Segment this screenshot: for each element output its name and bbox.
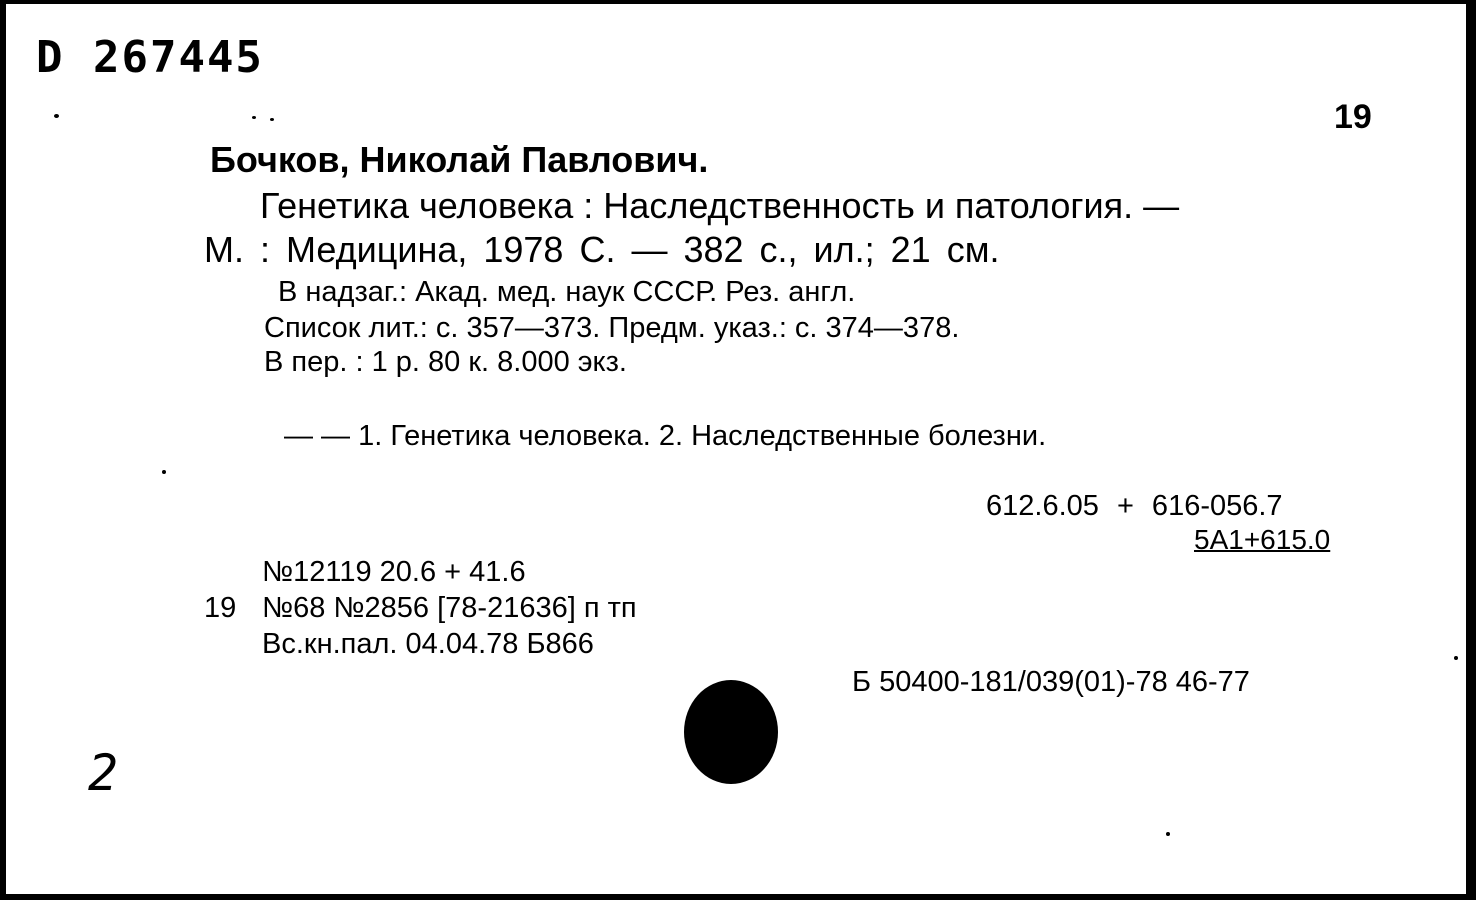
catalog-index: Б 50400-181/039(01)-78 46-77: [852, 666, 1250, 698]
punch-hole: [684, 680, 778, 784]
title-line-2: М. : Медицина, 1978 С. — 382 с., ил.; 21 см.: [204, 229, 1000, 270]
speck: [1166, 832, 1170, 836]
title-line-1: Генетика человека : Наследственность и патология. —: [260, 185, 1180, 226]
author-heading: Бочков, Николай Павлович.: [210, 139, 709, 180]
speck: [54, 114, 59, 118]
technical-line-2-prefix: 19: [204, 592, 237, 624]
note-line-1: В надзаг.: Акад. мед. наук СССР. Рез. англ.: [278, 276, 856, 308]
speck: [252, 116, 256, 119]
note-line-3: В пер. : 1 р. 80 к. 8.000 экз.: [264, 346, 627, 378]
subject-headings: — — 1. Генетика человека. 2. Наследственные болезни.: [284, 420, 1047, 452]
catalog-card: [6, 4, 1466, 894]
handwritten-mark: 2: [88, 744, 119, 802]
handwritten-accession-number: D 267445: [36, 32, 264, 83]
note-line-2: Список лит.: с. 357—373. Предм. указ.: с. 374—378.: [264, 312, 960, 344]
card-number: 19: [1334, 98, 1372, 136]
technical-line-1: №12119 20.6 + 41.6: [262, 556, 526, 588]
speck: [270, 118, 274, 121]
speck: [1454, 656, 1458, 660]
udc-classification: 612.6.05 + 616-056.7: [986, 490, 1283, 522]
technical-line-2: №68 №2856 [78-21636] п тп: [262, 592, 637, 624]
speck: [162, 470, 166, 474]
bbk-classification: 5А1+615.0: [1194, 524, 1331, 555]
technical-line-3: Вс.кн.пал. 04.04.78 Б866: [262, 628, 594, 660]
